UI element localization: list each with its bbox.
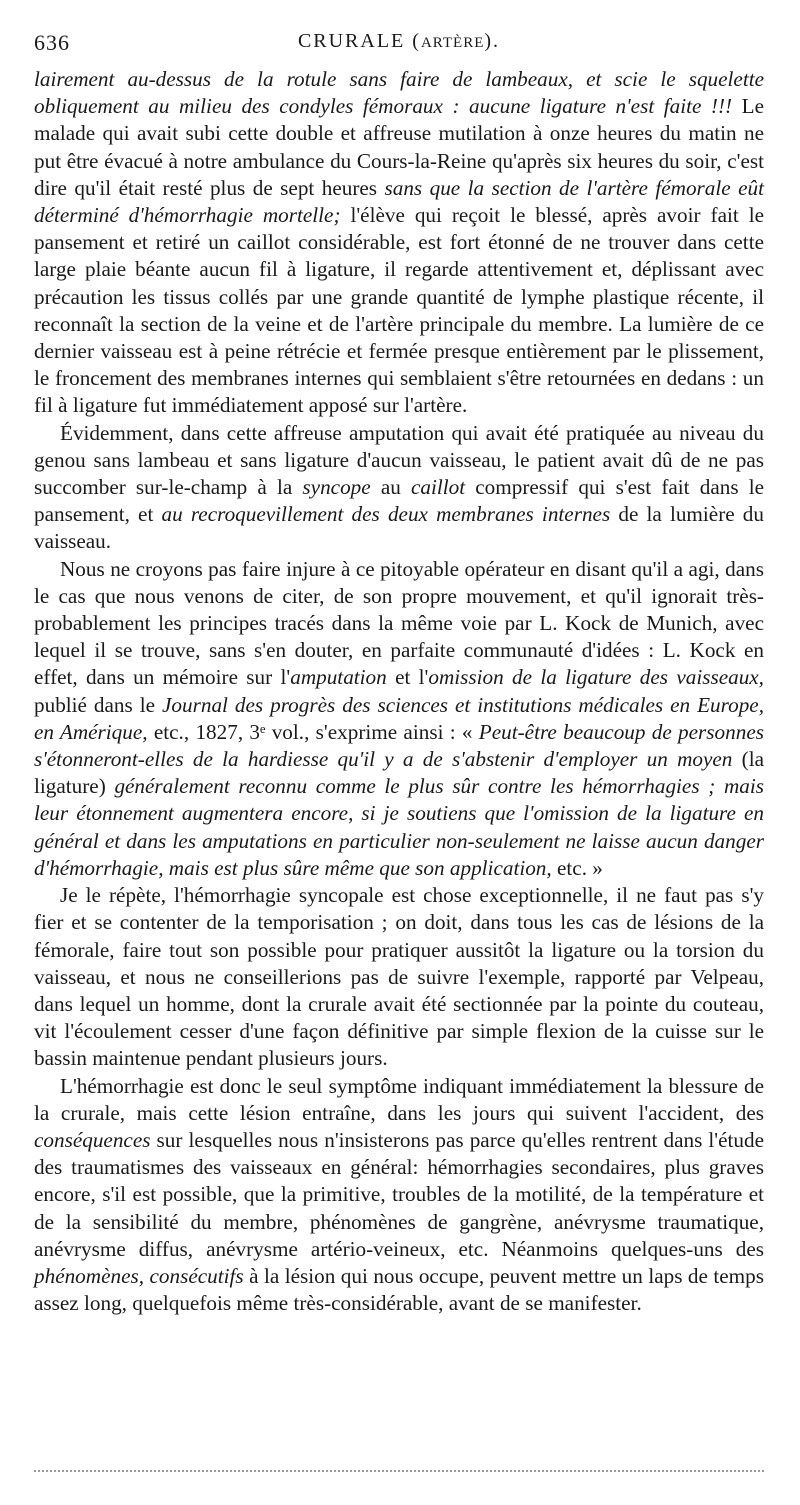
italic-text-run: phénomènes, consécutifs [34, 1263, 244, 1288]
italic-text-run: Peut-être beaucoup de personnes s'étonneront-elles de la hardiesse qu'il y a de s'abstenir d'employer un moyen [34, 719, 764, 772]
text-run: etc. » [551, 855, 603, 880]
text-run: Nous ne croyons pas faire injure à ce pitoyable opérateur en disant qu'il a agi, dans le cas que nous venons de citer, de son propre mouvement, et qu'il ignorait très-probablement les principes tracés dans la même voie par L. Kock de Munich, avec lequel il se trouve, sans s'en douter, en parfaite communauté d'idées : L. Kock en effet, dans un mémoire sur l' [34, 556, 764, 690]
italic-text-run: Journal des progrès des sciences et institutions médicales en Europe, en Amérique, [34, 692, 764, 744]
text-run: et l' [386, 665, 429, 690]
paragraph [34, 66, 764, 420]
running-title-end: ). [484, 30, 501, 52]
italic-text-run: généralement reconnu comme le plus sûr contre les hémorrhagies ; mais leur étonnement augmentera encore, si je soutiens que l'omission de la ligature en général et dans les amputations en particulier non-seulement ne laisse aucun danger d'hémorrhagie, mais est plus sûre même que son application, [34, 774, 764, 880]
text-run: à la lésion qui nous occupe, peuvent mettre un laps de temps assez long, quelquefois même très-considérable, avant de se manifester. [34, 1263, 765, 1316]
text-run: Je le répète, l'hémorrhagie syncopale est chose exceptionnelle, il ne faut pas s'y fier et se contenter de la temporisation ; on doit, dans tous les cas de lésions de la fémorale, faire tout son possible pour pratiquer aussitôt la ligature ou la torsion du vaisseau, et nous ne conseillerions pas de suivre l'exemple, rapporté par Velpeau, dans lequel un homme, dont la crurale avait été sectionnée par la pointe du couteau, vit l'écoulement cesser d'une façon définitive par simple flexion de la cuisse sur le bassin maintenue pendant plusieurs jours. [34, 883, 764, 1071]
text-run: publié dans le [34, 692, 163, 717]
text-run: L'hémorrhagie est donc le seul symptôme indiquant immédiatement la blessure de la crurale, mais cette lésion entraîne, dans les jours qui suivent l'accident, des [34, 1073, 764, 1125]
running-title-main: CRURALE ( [297, 30, 421, 52]
page-header [34, 30, 764, 66]
running-title [34, 30, 764, 53]
italic-text-run: au recroquevillement des deux membranes internes [161, 502, 611, 527]
text-run: compressif qui s'est fait dans le pansement, et [34, 475, 764, 527]
paragraph [34, 1073, 764, 1318]
italic-text-run: omission de la ligature des vaisseaux, [428, 665, 764, 690]
italic-text-run: conséquences [34, 1127, 151, 1152]
text-run: (la ligature) [34, 747, 764, 799]
italic-text-run: sans que la section de l'artère fémorale eût déterminé d'hémorrhagie mortelle; [34, 175, 764, 228]
text-run: sur lesquelles nous n'insisterons pas parce qu'elles rentrent dans l'étude des traumatismes des vaisseaux en général: hémorrhagies secondaires, plus graves encore, s'il est possible, que la primitive, troubles de la motilité, de la température et de la sensibilité du membre, phénomènes de gangrène, anévrysme traumatique, anévrysme diffus, anévrysme artério-veineux, etc. Néanmoins quelques-uns des [34, 1127, 764, 1261]
paragraph [34, 556, 764, 882]
running-title-smallcaps: ARTÈRE [420, 35, 485, 51]
body-text [34, 66, 764, 1317]
text-run: au [370, 475, 411, 500]
italic-text-run: lairement au-dessus de la rotule sans faire de lambeaux, et scie le squelette obliquement au milieu des condyles fémoraux : aucune ligature n'est faite !!! [34, 67, 764, 119]
italic-text-run: syncope [302, 475, 371, 500]
italic-text-run: amputation [290, 665, 387, 690]
text-run: de la lumière du vaisseau. [34, 502, 764, 554]
italic-text-run: caillot [410, 475, 466, 500]
text-run: l'élève qui reçoit le blessé, après avoir fait le pansement et retiré un caillot considérable, est fort étonné de ne trouver dans cette large plaie béante aucun fil à ligature, il regarde attentivement et, déplissant avec précaution les tissus collés par une grande quantité de lymphe plastique récente, il reconnaît la section de la veine et de l'artère principale du membre. La lumière de ce dernier vaisseau est à peine rétrécie et fermée presque entièrement par le plissement, le froncement des membranes internes qui semblaient s'être retournées en dedans : un fil à ligature fut immédiatement apposé sur l'artère. [34, 203, 764, 418]
paragraph [34, 882, 764, 1072]
text-run: Évidemment, dans cette affreuse amputation qui avait été pratiquée au niveau du genou sans lambeau et sans ligature d'aucun vaisseau, le patient avait dû de ne pas succomber sur-le-champ à la [34, 420, 764, 500]
page-number: 636 [34, 30, 70, 55]
text-run: Le malade qui avait subi cette double et affreuse mutilation à onze heures du matin ne put être évacué à notre ambulance du Cours-la-Reine qu'après six heures du soir, c'est dire qu'il était resté plus de sept heures [34, 94, 764, 200]
paragraph [34, 420, 764, 556]
text-run: etc., 1827, 3ᵉ vol., s'exprime ainsi : « [147, 719, 479, 744]
footer-dotted-rule [34, 1470, 764, 1472]
